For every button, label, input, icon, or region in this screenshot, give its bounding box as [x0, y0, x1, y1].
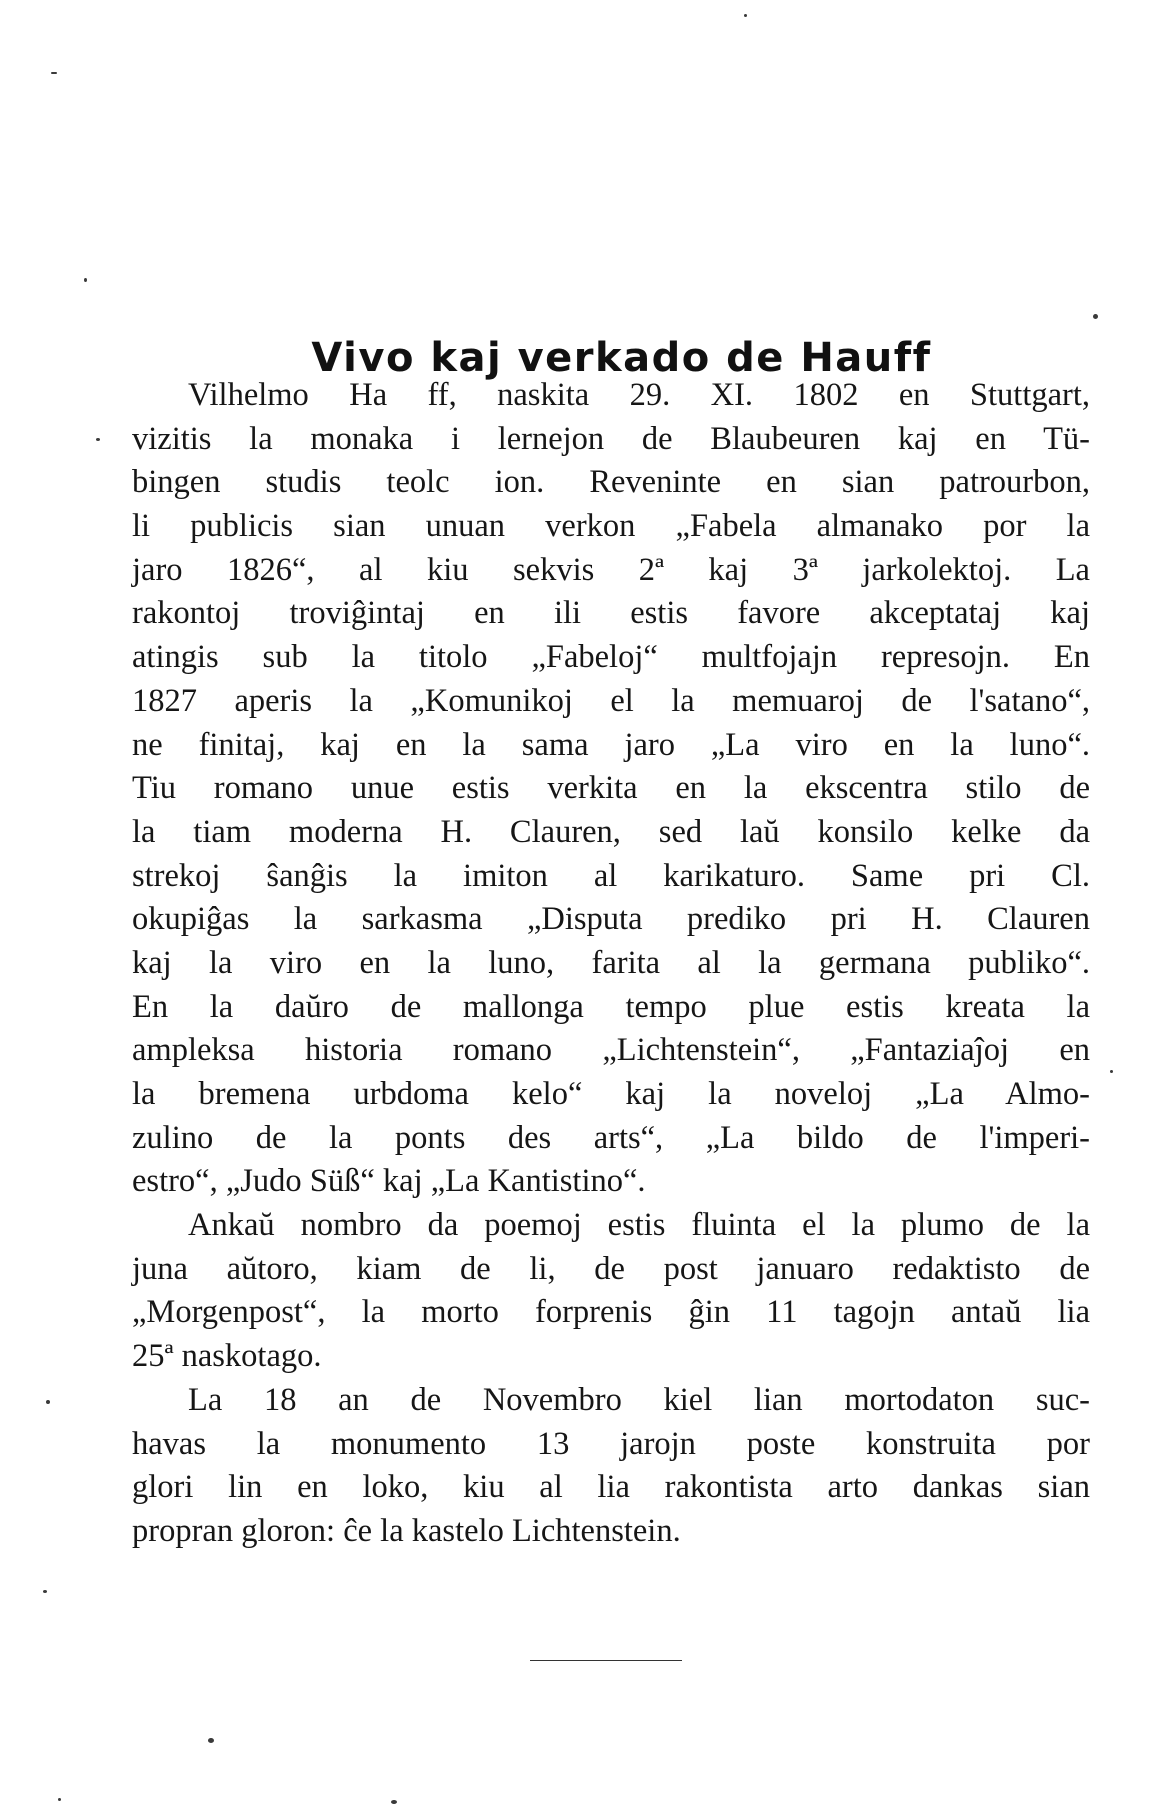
text-line: Vilhelmo Ha ff, naskita 29. XI. 1802 en Stuttgart, — [188, 377, 1090, 413]
print-speck — [391, 1800, 397, 1804]
text-line: atingis sub la titolo „Fabeloj“ multfojajn represojn. En — [132, 639, 1090, 676]
text-line: juna aŭtoro, kiam de li, de post januaro redaktisto de — [132, 1250, 1090, 1287]
text-line: kaj la viro en la luno, farita al la germana publiko“. — [132, 944, 1090, 981]
text-line: strekoj ŝanĝis la imiton al karikaturo. Same pri Cl. — [132, 857, 1090, 894]
print-speck — [51, 72, 57, 74]
text-line: zulino de la ponts des arts“, „La bildo de l'imperi- — [132, 1119, 1090, 1156]
text-line: Ankaŭ nombro da poemoj estis fluinta el la plumo de la — [188, 1207, 1090, 1244]
print-speck — [1093, 314, 1098, 319]
text-line: la tiam moderna H. Clauren, sed laŭ konsilo kelke da — [132, 813, 1090, 850]
chapter-body — [132, 374, 1090, 1554]
text-line: La 18 an de Novembro kiel lian mortodaton suc- — [188, 1381, 1090, 1418]
text-line: 25ª naskotago. — [132, 1338, 322, 1375]
text-line: ne finitaj, kaj en la sama jaro „La viro en la luno“. — [132, 726, 1090, 763]
text-line: Tiu romano unue estis verkita en la ekscentra stilo de — [132, 770, 1090, 807]
print-speck — [46, 1400, 50, 1404]
print-speck — [43, 1590, 47, 1593]
text-line: havas la monumento 13 jarojn poste konstruita por — [132, 1425, 1090, 1462]
text-line: rakontoj troviĝintaj en ili estis favore akceptataj kaj — [132, 595, 1090, 632]
print-speck — [744, 14, 747, 17]
text-line: „Morgenpost“, la morto forprenis ĝin 11 tagojn antaŭ lia — [132, 1294, 1090, 1331]
text-line: okupiĝas la sarkasma „Disputa prediko pri H. Clauren — [132, 901, 1090, 938]
print-speck — [1110, 1070, 1113, 1073]
print-speck — [84, 278, 87, 282]
print-speck — [58, 1798, 61, 1801]
print-speck — [208, 1738, 214, 1743]
text-line: la bremena urbdoma kelo“ kaj la noveloj „La Almo- — [132, 1076, 1090, 1112]
text-line: ampleksa historia romano „Lichtenstein“, „Fantaziaĵoj en — [132, 1032, 1090, 1069]
chapter-title-text: Vivo kaj verkado de Hauff — [311, 334, 932, 381]
text-line: jaro 1826“, al kiu sekvis 2ª kaj 3ª jarkolektoj. La — [132, 551, 1090, 588]
text-line: li publicis sian unuan verkon „Fabela almanako por la — [132, 508, 1090, 545]
text-line: bingen studis teolc ion. Reveninte en sian patrourbon, — [132, 464, 1090, 501]
text-line: vizitis la monaka i lernejon de Blaubeuren kaj en Tü- — [132, 420, 1090, 457]
print-speck — [96, 438, 100, 441]
text-line: En la daŭro de mallonga tempo plue estis kreata la — [132, 988, 1090, 1025]
text-line: estro“, „Judo Süß“ kaj „La Kantistino“. — [132, 1163, 646, 1200]
text-line: glori lin en loko, kiu al lia rakontista arto dankas sian — [132, 1469, 1090, 1506]
text-line: 1827 aperis la „Komunikoj el la memuaroj de l'satano“, — [132, 682, 1090, 719]
text-line: propran gloron: ĉe la kastelo Lichtenstein. — [132, 1512, 681, 1549]
closing-rule — [530, 1660, 682, 1661]
